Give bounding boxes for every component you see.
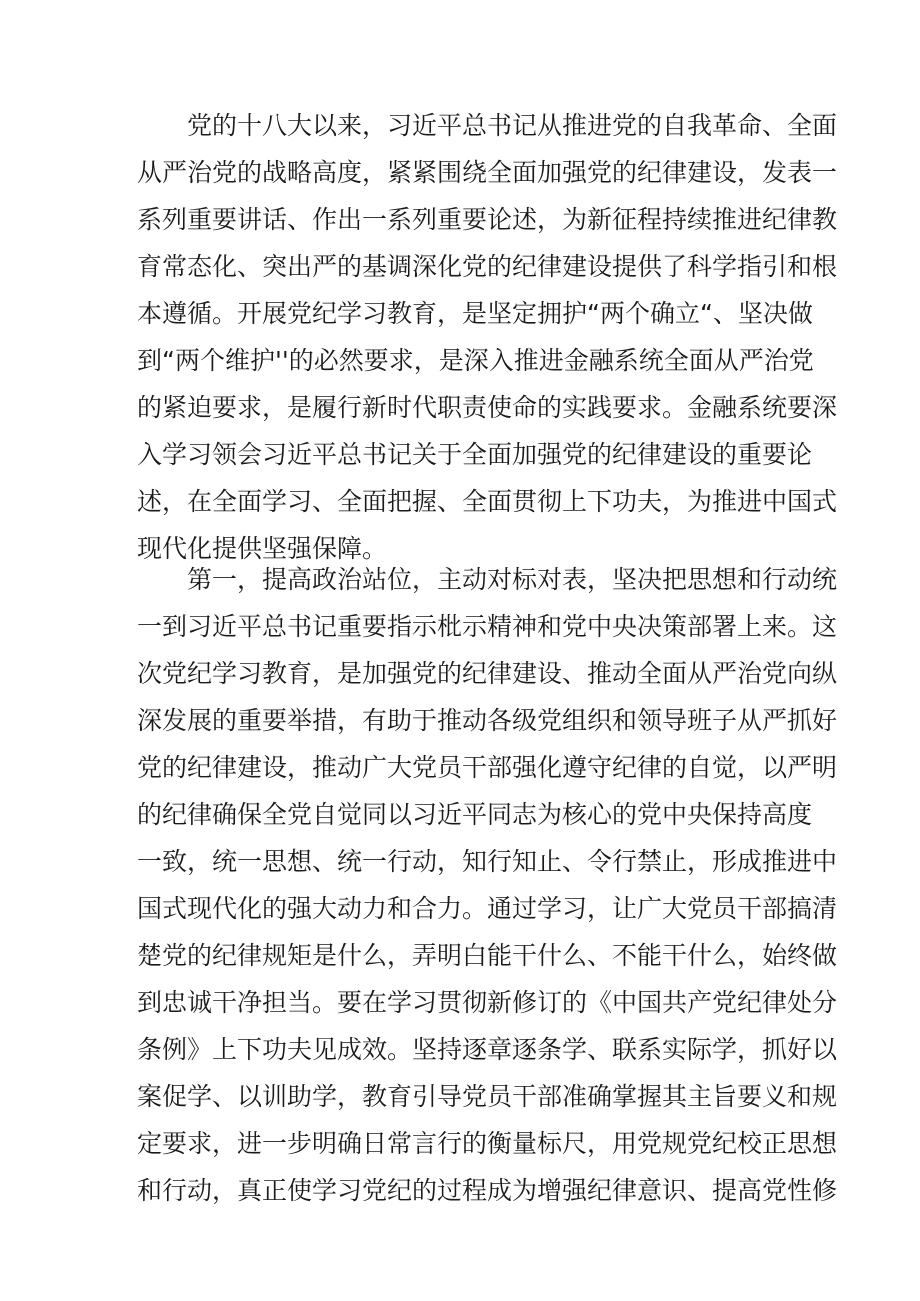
text-line: 一到习近平总书记重要指示枇示精神和党中央决策部署上来。这: [137, 612, 838, 641]
text-line: 国式现代化的强大动力和合力。通过学习，让广大党员干部搞清: [137, 894, 838, 923]
text-line: 入学习领会习近平总书记关于全面加强党的纪律建设的重要论: [137, 440, 813, 469]
text-line: 楚党的纪律规矩是什么，弄明白能干什么、不能干什么，始终做: [137, 941, 838, 970]
text-line: 本遵循。开展党纪学习教育，是坚定拥护“两个确立“、坚决做: [137, 299, 813, 328]
text-line: 和行动，真正使学习党纪的过程成为增强纪律意识、提高党性修: [137, 1176, 838, 1205]
text-line: 到“两个维护''的必然要求，是深入推进金融系统全面从严治党: [137, 346, 814, 375]
text-line: 次党纪学习教育，是加强党的纪律建设、推动全面从严治党向纵: [137, 659, 838, 688]
text-line: 的纪律确保全党自觉同以习近平同志为核心的党中央保持高度: [137, 800, 813, 829]
text-line: 到忠诚干净担当。要在学习贯彻新修订的《中国共产党纪律处分: [137, 988, 838, 1017]
text-line: 的紧迫要求，是履行新时代职责使命的实践要求。金融系统要深: [137, 393, 838, 422]
text-line: 育常态化、突出严的基调深化党的纪律建设提供了科学指引和根: [137, 252, 838, 281]
text-line: 党的纪律建设，推动广大党员干部强化遵守纪律的自觉，以严明: [137, 753, 838, 782]
text-line: 系列重要讲话、作出一系列重要论述，为新征程持续推进纪律教: [137, 205, 838, 234]
text-line: 一致，统一思想、统一行动，知行知止、令行禁止，形成推进中: [137, 847, 838, 876]
text-line: 从严治党的战略高度，紧紧围绕全面加强党的纪律建设，发表一: [137, 158, 838, 187]
text-line: 现代化提供坚强保障。: [137, 534, 388, 563]
text-line: 条例》上下功夫见成效。坚持逐章逐条学、联系实际学，抓好以: [137, 1035, 838, 1064]
text-line: 述，在全面学习、全面把握、全面贯彻上下功夫，为推进中国式: [137, 487, 838, 516]
text-line: 深发展的重要举措，有助于推动各级党组织和领导班子从严抓好: [137, 706, 838, 735]
text-line: 案促学、以训助学，教育引导党员干部准确掌握其主旨要义和规: [137, 1082, 838, 1111]
text-line: 党的十八大以来，习近平总书记从推进党的自我革命、全面: [187, 111, 838, 140]
text-line: 第一，提高政治站位，主动对标对表，坚决把思想和行动统: [187, 565, 838, 594]
text-line: 定要求，进一步明确日常言行的衡量标尺，用党规党纪校正思想: [137, 1129, 838, 1158]
